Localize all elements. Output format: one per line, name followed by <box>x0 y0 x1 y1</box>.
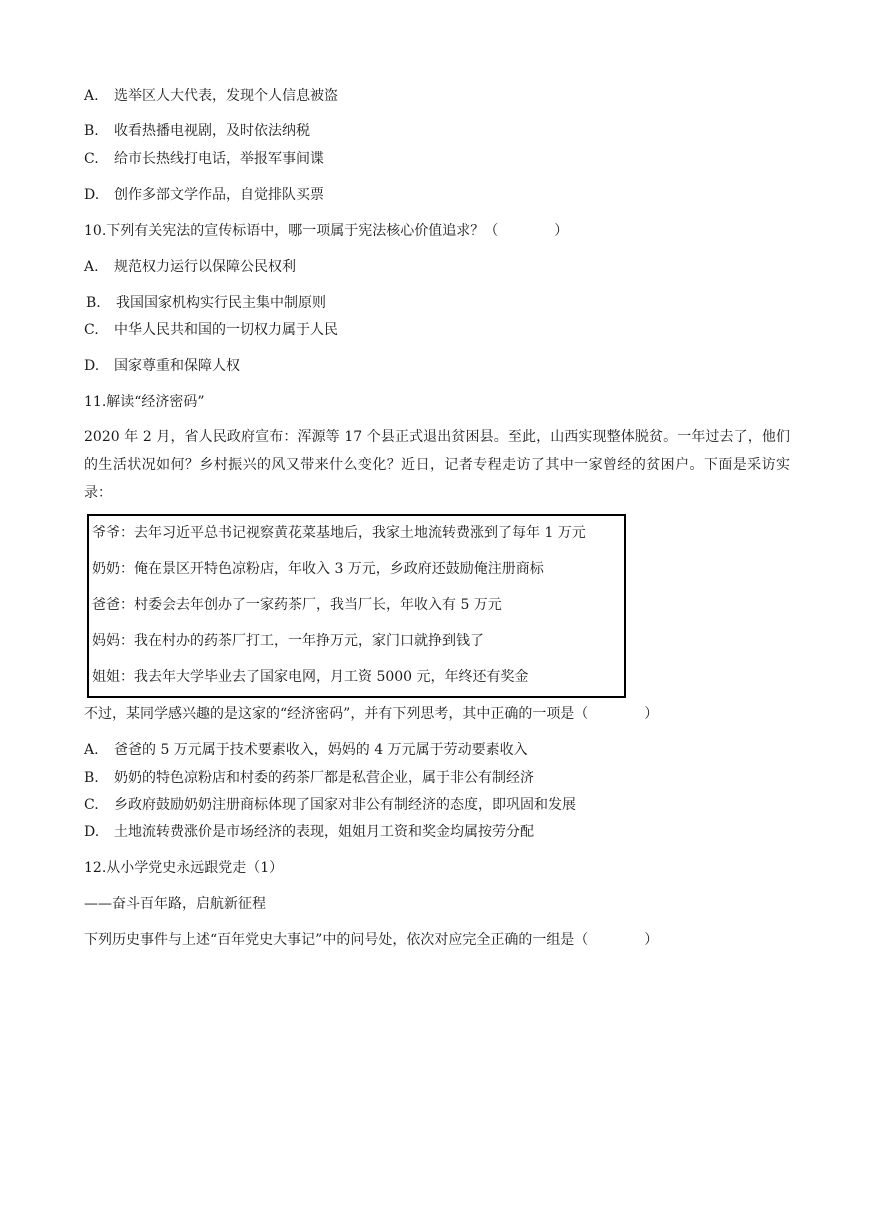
option-text: 我国国家机构实行民主集中制原则 <box>116 295 326 311</box>
option-letter: B. <box>84 770 99 786</box>
option-text: 土地流转费涨价是市场经济的表现，姐姐月工资和奖金均属按劳分配 <box>114 824 534 840</box>
option-text: 规范权力运行以保障公民权利 <box>114 259 296 275</box>
option-letter: D. <box>84 824 100 840</box>
option-text: 创作多部文学作品，自觉排队买票 <box>114 187 324 203</box>
option-letter: A. <box>84 259 99 275</box>
option-letter: B. <box>86 295 101 311</box>
q10-option-a <box>84 257 296 277</box>
q10-option-d <box>84 356 240 376</box>
option-text: 奶奶的特色凉粉店和村委的药茶厂都是私营企业，属于非公有制经济 <box>114 770 534 786</box>
interview-line-grandma: 奶奶：俺在景区开特色凉粉店，年收入 3 万元，乡政府还鼓励俺注册商标 <box>92 561 544 577</box>
q12-stem: 下列历史事件与上述“百年党史大事记”中的问号处，依次对应完全正确的一组是（ ） <box>84 932 659 948</box>
q11-stem: 不过，某同学感兴趣的是这家的“经济密码”，并有下列思考，其中正确的一项是（ ） <box>84 706 659 722</box>
option-letter: B. <box>84 123 99 139</box>
q12-title: 12.从小学党史永远跟党走（1） <box>84 860 284 876</box>
q10-option-c <box>84 320 338 340</box>
interview-line-sister: 姐姐：我去年大学毕业去了国家电网，月工资 5000 元，年终还有奖金 <box>92 669 529 685</box>
interview-line-dad: 爸爸：村委会去年创办了一家药茶厂，我当厂长，年收入有 5 万元 <box>92 597 502 613</box>
option-text: 中华人民共和国的一切权力属于人民 <box>114 322 338 338</box>
option-letter: A. <box>84 742 99 758</box>
q9-option-d <box>84 185 324 205</box>
q9-option-b <box>84 121 310 141</box>
q11-option-c <box>84 795 576 815</box>
q12-subtitle: ——奋斗百年路，启航新征程 <box>84 896 266 912</box>
q11-option-a <box>84 740 528 760</box>
q9-option-c <box>84 149 324 169</box>
option-letter: C. <box>84 322 99 338</box>
interview-line-mom: 妈妈：我在村办的药茶厂打工，一年挣万元，家门口就挣到钱了 <box>92 633 484 649</box>
option-text: 乡政府鼓励奶奶注册商标体现了国家对非公有制经济的态度，即巩固和发展 <box>114 797 576 813</box>
option-text: 爸爸的 5 万元属于技术要素收入，妈妈的 4 万元属于劳动要素收入 <box>114 742 528 758</box>
option-letter: C. <box>84 797 99 813</box>
interview-line-grandpa: 爷爷：去年习近平总书记视察黄花菜基地后，我家土地流转费涨到了每年 1 万元 <box>92 525 586 541</box>
option-letter: D. <box>84 187 100 203</box>
option-letter: A. <box>84 88 99 104</box>
q11-option-b <box>84 768 534 788</box>
q10-option-b <box>86 293 326 313</box>
option-letter: D. <box>84 358 100 374</box>
q10-stem: 10.下列有关宪法的宣传标语中，哪一项属于宪法核心价值追求？（ ） <box>84 223 569 239</box>
q9-option-a <box>84 86 338 106</box>
option-text: 收看热播电视剧，及时依法纳税 <box>114 123 310 139</box>
option-text: 选举区人大代表，发现个人信息被盗 <box>114 88 338 104</box>
q11-option-d <box>84 822 534 842</box>
option-letter: C. <box>84 151 99 167</box>
q11-title: 11.解读“经济密码” <box>84 394 205 410</box>
q11-intro: 2020 年 2 月，省人民政府宣布：浑源等 17 个县正式退出贫困县。至此，山西实现整体脱贫。一年过去了，他们的生活状况如何？乡村振兴的风又带来什么变化？近日，记者专程走访了其中一家曾经的贫困户。下面是采访实录： <box>84 429 790 501</box>
option-text: 给市长热线打电话，举报军事间谍 <box>114 151 324 167</box>
interview-box <box>87 514 626 698</box>
option-text: 国家尊重和保障人权 <box>114 358 240 374</box>
